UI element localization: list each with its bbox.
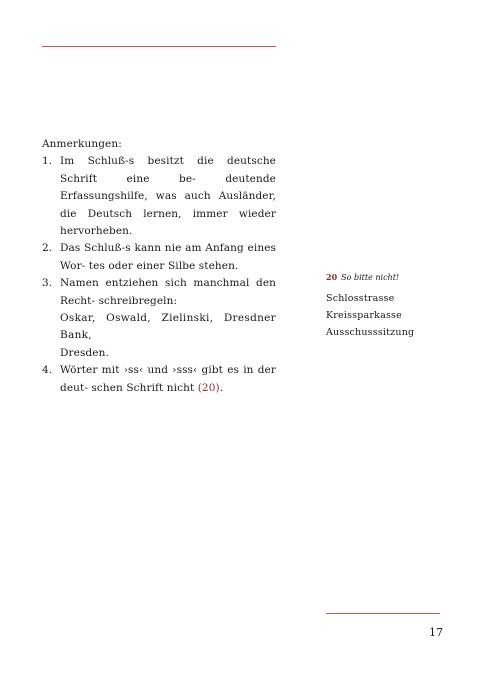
notes-section xyxy=(42,136,276,397)
figure-word-3: Ausschusssitzung xyxy=(326,327,415,338)
notes-heading: Anmerkungen: xyxy=(42,138,122,150)
figure-word-2: Kreissparkasse xyxy=(326,310,402,321)
note-text-after: . xyxy=(219,381,224,394)
note-text: Im Schluß-s besitzt die deutsche Schrift eine be- deutende Erfassungshilfe, was auch Ausländer, die Deutsch lernen, immer wieder hervorheben. xyxy=(60,155,276,238)
bottom-rule xyxy=(326,613,440,614)
note-text xyxy=(60,362,276,397)
note-item-4 xyxy=(42,362,276,397)
note-text: Namen entziehen sich manchmal den Recht- schreibregeln: xyxy=(60,277,276,307)
figure-number: 20 xyxy=(326,272,338,282)
note-text-before: Wörter mit ›ss‹ und ›sss‹ gibt es in der deut- schen Schrift nicht xyxy=(60,364,276,394)
note-number: 3. xyxy=(42,277,53,290)
top-rule xyxy=(42,46,276,47)
example-names-continued: Dresden. xyxy=(60,346,109,359)
note-item-3 xyxy=(42,275,276,362)
note-item-1 xyxy=(42,153,276,240)
note-text: Das Schluß-s kann nie am Anfang eines Wor- tes oder einer Silbe stehen. xyxy=(60,242,276,272)
note-number: 1. xyxy=(42,155,53,168)
note-item-2 xyxy=(42,240,276,275)
figure-reference: (20) xyxy=(197,381,220,394)
figure-word-1: Schlosstrasse xyxy=(326,293,395,304)
figure-caption-text: So bitte nicht! xyxy=(341,273,400,282)
example-names: Oskar, Oswald, Zielinski, Dresdner Bank, xyxy=(60,312,276,342)
figure-example xyxy=(326,271,446,341)
page-number: 17 xyxy=(429,626,443,639)
figure-caption xyxy=(326,271,446,284)
note-number: 4. xyxy=(42,364,53,377)
note-number: 2. xyxy=(42,242,53,255)
